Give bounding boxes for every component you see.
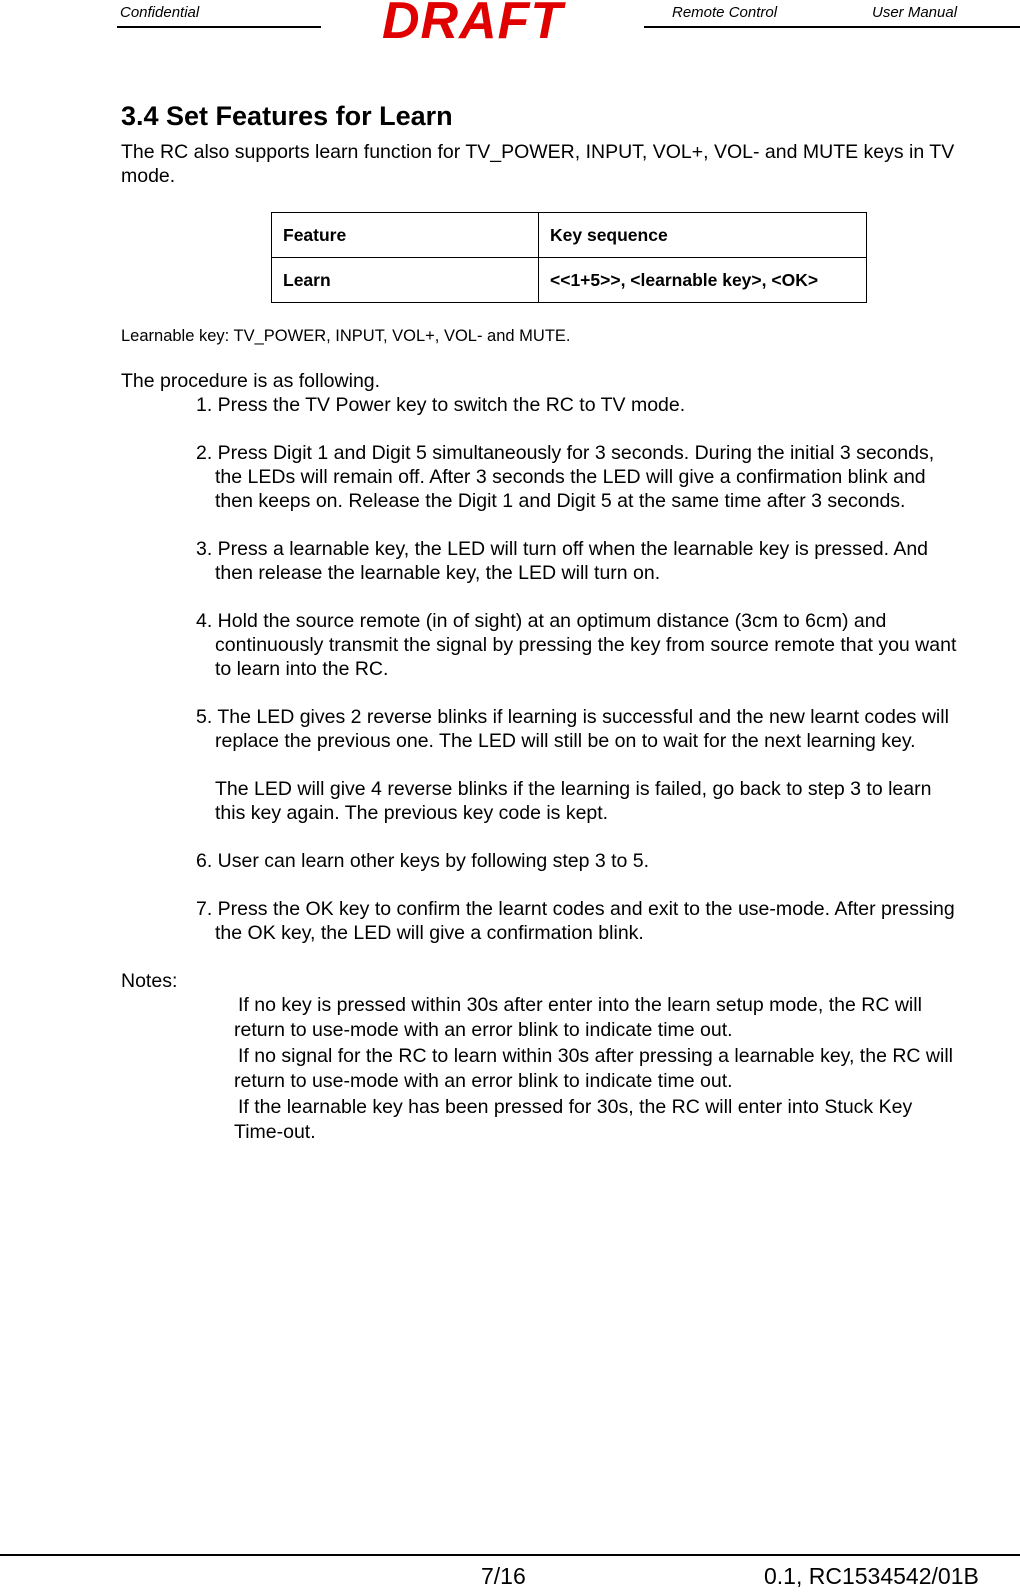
step-2 bbox=[196, 441, 1016, 513]
step-line: 6. User can learn other keys by following step 3 to 5. bbox=[196, 850, 650, 872]
step-line: then release the learnable key, the LED will turn on. bbox=[215, 562, 661, 584]
table-cell: <<1+5>>, <learnable key>, <OK> bbox=[539, 258, 867, 303]
step-line: The LED will give 4 reverse blinks if the learning is failed, go back to step 3 to learn bbox=[215, 778, 932, 800]
step-line: 1. Press the TV Power key to switch the RC to TV mode. bbox=[196, 394, 686, 416]
step-line: 5. The LED gives 2 reverse blinks if learning is successful and the new learnt codes will bbox=[196, 706, 949, 728]
note-line: return to use-mode with an error blink to indicate time out. bbox=[234, 1070, 733, 1092]
document-id: 0.1, RC1534542/01B bbox=[764, 1563, 979, 1589]
step-line: 3. Press a learnable key, the LED will turn off when the learnable key is pressed. And bbox=[196, 538, 929, 560]
doc-type: User Manual bbox=[872, 4, 958, 21]
note-line: return to use-mode with an error blink to indicate time out. bbox=[234, 1019, 733, 1041]
step-line: 7. Press the OK key to confirm the learnt codes and exit to the use-mode. After pressing bbox=[196, 898, 955, 920]
step-line: then keeps on. Release the Digit 1 and Digit 5 at the same time after 3 seconds. bbox=[215, 490, 906, 512]
step-line: the OK key, the LED will give a confirmation blink. bbox=[215, 922, 644, 944]
step-line: 4. Hold the source remote (in of sight) at an optimum distance (3cm to 6cm) and bbox=[196, 610, 887, 632]
step-line: replace the previous one. The LED will still be on to wait for the next learning key. bbox=[215, 730, 916, 752]
footer-rule bbox=[0, 1554, 1020, 1556]
note-item bbox=[234, 1044, 1014, 1094]
intro-line: mode. bbox=[121, 165, 176, 187]
page-number: 7/16 bbox=[481, 1563, 526, 1589]
step-5 bbox=[196, 705, 1016, 753]
note-line: If no key is pressed within 30s after enter into the learn setup mode, the RC will bbox=[238, 994, 922, 1016]
confidential-label: Confidential bbox=[120, 4, 200, 21]
table-cell: Learn bbox=[272, 258, 539, 303]
note-item bbox=[234, 993, 1014, 1043]
note-line: Time-out. bbox=[234, 1121, 316, 1143]
learnable-key-note: Learnable key: TV_POWER, INPUT, VOL+, VOL- and MUTE. bbox=[121, 327, 571, 345]
table-row bbox=[272, 258, 867, 303]
step-1 bbox=[196, 393, 1016, 417]
procedure-intro: The procedure is as following. bbox=[121, 370, 381, 392]
note-item bbox=[234, 1095, 1014, 1145]
step-7 bbox=[196, 897, 1016, 945]
table-header-row bbox=[272, 213, 867, 258]
section-heading: 3.4 Set Features for Learn bbox=[121, 101, 453, 131]
step-line: 2. Press Digit 1 and Digit 5 simultaneously for 3 seconds. During the initial 3 seconds, bbox=[196, 442, 935, 464]
table-header-cell: Key sequence bbox=[539, 213, 867, 258]
note-line: If the learnable key has been pressed for 30s, the RC will enter into Stuck Key bbox=[238, 1096, 913, 1118]
table-header-cell: Feature bbox=[272, 213, 539, 258]
step-5-failure bbox=[196, 777, 1016, 825]
step-3 bbox=[196, 537, 1016, 585]
doc-title: Remote Control bbox=[672, 4, 778, 21]
intro-line: The RC also supports learn function for TV_POWER, INPUT, VOL+, VOL- and MUTE keys in TV bbox=[121, 141, 955, 163]
step-line: the LEDs will remain off. After 3 seconds the LED will give a confirmation blink and bbox=[215, 466, 926, 488]
note-line: If no signal for the RC to learn within 30s after pressing a learnable key, the RC will bbox=[238, 1045, 953, 1067]
feature-table bbox=[271, 212, 867, 303]
step-line: continuously transmit the signal by pressing the key from source remote that you want bbox=[215, 634, 957, 656]
step-6 bbox=[196, 849, 1016, 873]
header-rule-right bbox=[644, 26, 1020, 28]
draft-watermark: DRAFT bbox=[382, 0, 564, 50]
notes-label: Notes: bbox=[121, 970, 178, 992]
header-rule-left bbox=[117, 26, 321, 28]
step-line: to learn into the RC. bbox=[215, 658, 389, 680]
step-line: this key again. The previous key code is kept. bbox=[215, 802, 609, 824]
intro-paragraph bbox=[121, 140, 1016, 188]
step-4 bbox=[196, 609, 1016, 681]
